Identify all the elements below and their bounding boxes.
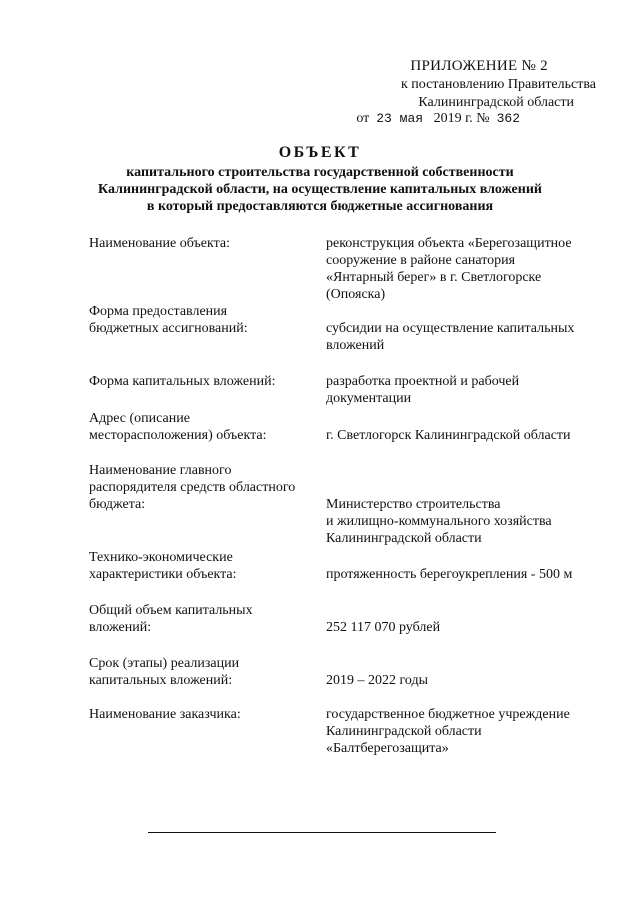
appendix-title: ПРИЛОЖЕНИЕ № 2	[410, 58, 548, 74]
subheading-line-2: Калининградской области, на осуществление капитальных вложений	[98, 182, 542, 197]
document-subheading	[0, 164, 640, 215]
field-value: 252 117 070 рублей	[326, 620, 441, 635]
field-label: Адрес (описание месторасположения) объекта:	[89, 411, 267, 443]
field-value: протяженность берегоукрепления - 500 м	[326, 567, 573, 582]
appendix-region: Калининградской области	[418, 95, 574, 110]
document-heading: ОБЪЕКТ	[278, 144, 362, 161]
field-value: разработка проектной и рабочей документации	[326, 374, 520, 406]
field-value: субсидии на осуществление капитальных вложений	[326, 321, 575, 353]
field-label: Наименование главного распорядителя средств областного бюджета:	[89, 463, 296, 512]
field-label: Технико-экономические характеристики объекта:	[89, 550, 237, 582]
document-number: 362	[496, 111, 520, 126]
field-label: Наименование заказчика:	[89, 707, 241, 722]
field-label: Общий объем капитальных вложений:	[89, 603, 253, 635]
field-value: Министерство строительства и жилищно-коммунального хозяйства Калининградской области	[326, 497, 552, 546]
date-day: 23 мая	[376, 111, 424, 126]
end-rule	[148, 832, 496, 833]
field-label: Форма капитальных вложений:	[89, 374, 276, 389]
field-value: 2019 – 2022 годы	[326, 673, 429, 688]
subheading-line-3: в который предоставляются бюджетные ассигнования	[146, 199, 494, 214]
subheading-line-1: капитального строительства государственной собственности	[126, 165, 514, 180]
appendix-reference: к постановлению Правительства	[400, 77, 596, 92]
field-label: Наименование объекта:	[89, 236, 230, 251]
date-prefix: от	[356, 111, 370, 126]
field-label: Форма предоставления бюджетных ассигнований:	[89, 304, 248, 336]
field-label: Срок (этапы) реализации капитальных вложений:	[89, 656, 240, 688]
field-value: г. Светлогорск Калининградской области	[326, 428, 571, 443]
date-year: 2019 г. №	[433, 111, 490, 126]
field-value: государственное бюджетное учреждение Калининградской области «Балтберегозащита»	[326, 707, 570, 756]
field-value: реконструкция объекта «Берегозащитное сооружение в районе санатория «Янтарный берег» в г. Светлогорске (Опояска)	[326, 236, 572, 302]
appendix-date-line	[356, 110, 520, 128]
